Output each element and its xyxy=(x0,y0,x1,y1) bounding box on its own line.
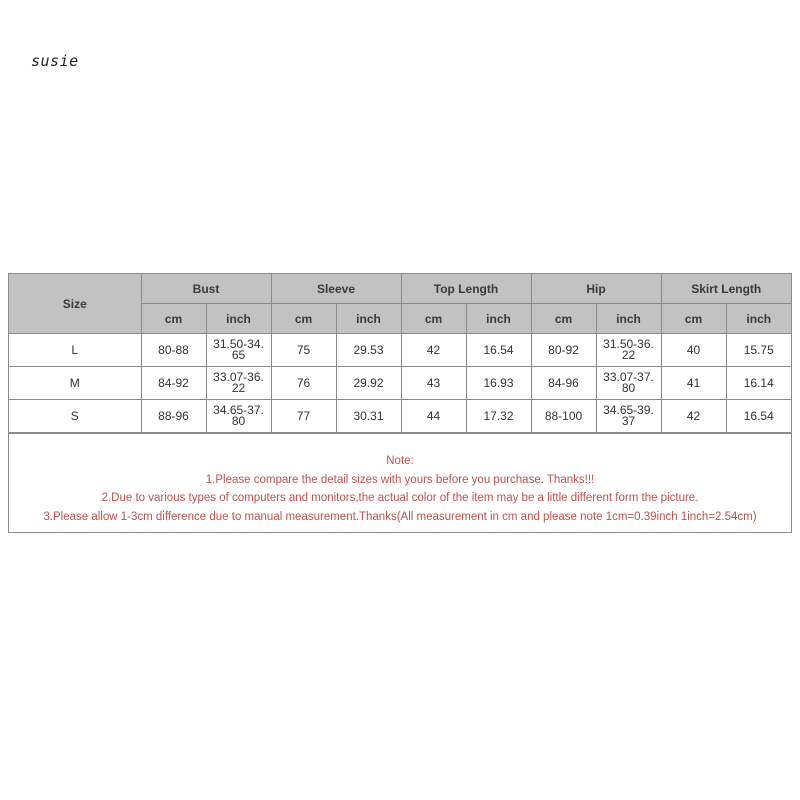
unit-header-inch: inch xyxy=(206,304,271,334)
table-cell: 42 xyxy=(401,334,466,367)
table-cell: 29.53 xyxy=(336,334,401,367)
group-header-skirt-length: Skirt Length xyxy=(661,274,791,304)
unit-header-cm: cm xyxy=(401,304,466,334)
table-cell: 84-92 xyxy=(141,367,206,400)
table-cell: 16.54 xyxy=(726,400,791,433)
unit-header-cm: cm xyxy=(271,304,336,334)
table-cell: 30.31 xyxy=(336,400,401,433)
table-cell: 88-96 xyxy=(141,400,206,433)
table-cell-text: 33.07-37.80 xyxy=(603,370,654,395)
notes-section xyxy=(9,433,791,532)
notes-title: Note: xyxy=(386,455,414,467)
table-cell-text: 33.07-36.22 xyxy=(213,370,264,395)
size-chart xyxy=(8,273,792,533)
note-line: 1.Please compare the detail sizes with yours before you purchase. Thanks!!! xyxy=(205,473,595,486)
size-cell: S xyxy=(9,400,141,433)
unit-header-inch: inch xyxy=(466,304,531,334)
table-cell: 77 xyxy=(271,400,336,433)
table-cell-text: 31.50-36.22 xyxy=(603,337,654,362)
size-header: Size xyxy=(9,274,141,334)
table-row xyxy=(9,400,791,433)
group-header-top-length: Top Length xyxy=(401,274,531,304)
table-cell xyxy=(596,367,661,400)
unit-header-inch: inch xyxy=(726,304,791,334)
unit-header-cm: cm xyxy=(141,304,206,334)
table-row xyxy=(9,367,791,400)
group-header-hip: Hip xyxy=(531,274,661,304)
group-header-bust: Bust xyxy=(141,274,271,304)
table-cell: 80-92 xyxy=(531,334,596,367)
note-line: 3.Please allow 1-3cm difference due to manual measurement.Thanks(All measurement in cm and please note 1cm=0.39inch 1inch=2.54cm) xyxy=(43,510,757,523)
table-cell-text: 31.50-34.65 xyxy=(213,337,264,362)
table-cell: 88-100 xyxy=(531,400,596,433)
table-cell: 76 xyxy=(271,367,336,400)
table-cell: 17.32 xyxy=(466,400,531,433)
brand-logo-text: susie xyxy=(31,52,79,70)
table-cell: 43 xyxy=(401,367,466,400)
table-cell: 16.14 xyxy=(726,367,791,400)
table-cell: 84-96 xyxy=(531,367,596,400)
table-cell: 15.75 xyxy=(726,334,791,367)
unit-header-cm: cm xyxy=(661,304,726,334)
table-cell: 40 xyxy=(661,334,726,367)
table-cell-text: 34.65-39.37 xyxy=(603,403,654,428)
table-cell: 44 xyxy=(401,400,466,433)
table-cell xyxy=(596,400,661,433)
size-cell: L xyxy=(9,334,141,367)
table-cell: 75 xyxy=(271,334,336,367)
table-cell: 16.54 xyxy=(466,334,531,367)
table-cell xyxy=(596,334,661,367)
table-row xyxy=(9,334,791,367)
size-table xyxy=(9,274,791,433)
table-cell: 80-88 xyxy=(141,334,206,367)
unit-header-inch: inch xyxy=(596,304,661,334)
table-cell xyxy=(206,334,271,367)
table-cell: 29.92 xyxy=(336,367,401,400)
header-row-groups xyxy=(9,274,791,304)
unit-header-inch: inch xyxy=(336,304,401,334)
unit-header-cm: cm xyxy=(531,304,596,334)
table-cell: 42 xyxy=(661,400,726,433)
group-header-sleeve: Sleeve xyxy=(271,274,401,304)
table-cell: 16.93 xyxy=(466,367,531,400)
table-cell xyxy=(206,367,271,400)
table-cell-text: 34.65-37.80 xyxy=(213,403,264,428)
size-cell: M xyxy=(9,367,141,400)
note-line: 2.Due to various types of computers and monitors,the actual color of the item may be a little different form the picture. xyxy=(101,492,699,504)
table-cell: 41 xyxy=(661,367,726,400)
table-cell xyxy=(206,400,271,433)
